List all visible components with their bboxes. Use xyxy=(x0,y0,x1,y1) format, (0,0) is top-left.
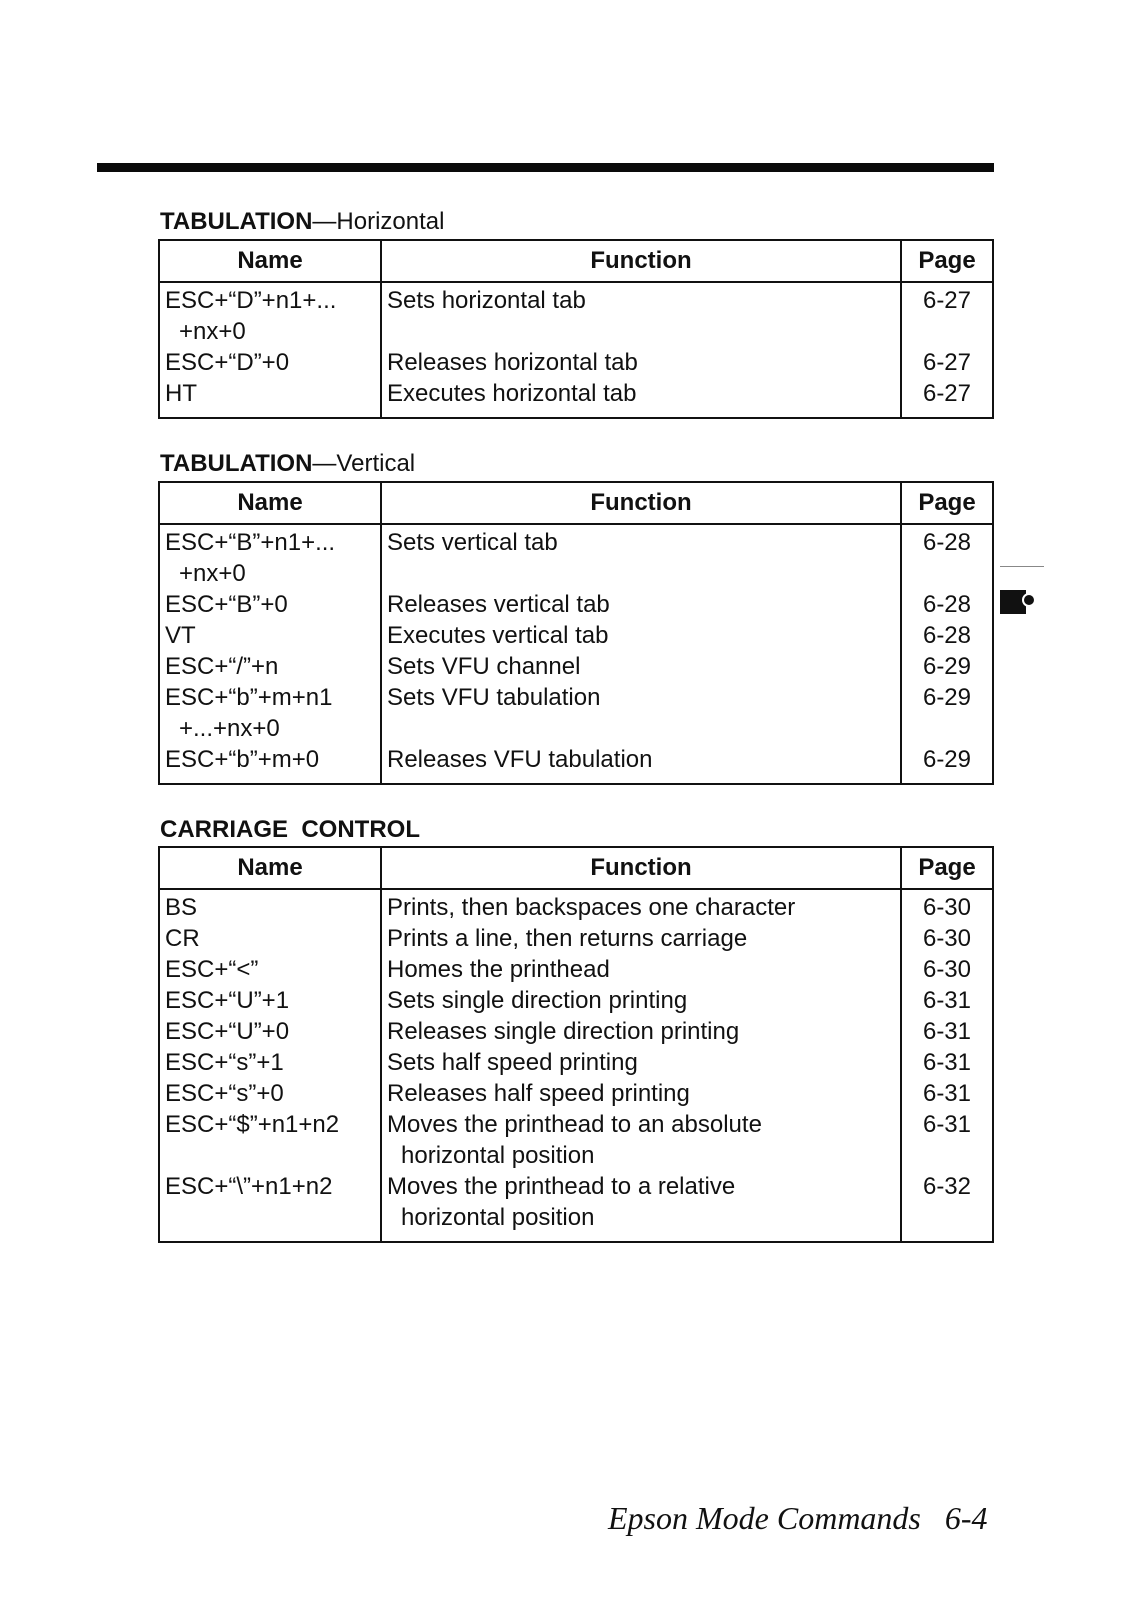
cell-page-text: 6-32 xyxy=(922,1173,972,1200)
cell-name-text: ESC+“<” xyxy=(165,956,259,983)
header-function: Function xyxy=(381,847,901,889)
cell-function-text: Sets half speed printing xyxy=(387,1049,638,1076)
cell-page xyxy=(901,923,993,954)
cell-function-continuation: horizontal position xyxy=(401,1142,595,1169)
cell-name xyxy=(159,589,381,620)
cell-name-text: CR xyxy=(165,925,200,952)
cell-function-text: Releases single direction printing xyxy=(387,1018,740,1045)
table-row xyxy=(159,347,993,378)
cell-page-text: 6-31 xyxy=(922,1049,972,1076)
cell-function-text: Sets vertical tab xyxy=(387,529,558,556)
header-function: Function xyxy=(381,482,901,524)
table-row xyxy=(159,744,993,784)
table-row xyxy=(159,620,993,651)
cell-name xyxy=(159,923,381,954)
table-row xyxy=(159,1078,993,1109)
cell-function xyxy=(381,1047,901,1078)
cell-function-text: Releases half speed printing xyxy=(387,1080,690,1107)
table-row xyxy=(159,1109,993,1171)
cell-page-text: 6-27 xyxy=(922,287,972,314)
cell-name xyxy=(159,1047,381,1078)
cell-function-text: Prints a line, then returns carriage xyxy=(387,925,748,952)
cell-page-text: 6-28 xyxy=(922,529,972,556)
section-title-carriage-control xyxy=(160,816,420,844)
cell-function xyxy=(381,954,901,985)
cell-name-text: BS xyxy=(165,894,198,921)
header-name: Name xyxy=(159,240,381,282)
cell-page xyxy=(901,682,993,744)
cell-function xyxy=(381,1171,901,1242)
cell-name-continuation: +nx+0 xyxy=(179,318,246,345)
cell-name xyxy=(159,651,381,682)
cell-name xyxy=(159,1109,381,1171)
cell-name-text: ESC+“/”+n xyxy=(165,653,279,680)
cell-page-text: 6-31 xyxy=(922,1080,972,1107)
cell-page xyxy=(901,347,993,378)
header-page: Page xyxy=(901,482,993,524)
cell-function xyxy=(381,651,901,682)
cell-name-text: ESC+“B”+n1+... xyxy=(165,529,336,556)
page-footer xyxy=(608,1500,988,1537)
table-row xyxy=(159,682,993,744)
table-row xyxy=(159,985,993,1016)
cell-page xyxy=(901,1078,993,1109)
cell-page xyxy=(901,954,993,985)
cell-name-text: ESC+“b”+m+n1 xyxy=(165,684,333,711)
cell-function-text: Releases VFU tabulation xyxy=(387,746,653,773)
section-title-bold: CARRIAGE CONTROL xyxy=(160,816,420,843)
cell-page xyxy=(901,524,993,589)
cell-page xyxy=(901,1171,993,1242)
cell-function-text: Releases horizontal tab xyxy=(387,349,638,376)
cell-page xyxy=(901,744,993,784)
cell-name xyxy=(159,347,381,378)
cell-function xyxy=(381,1078,901,1109)
cell-name-text: ESC+“D”+0 xyxy=(165,349,290,376)
cell-name-text: ESC+“B”+0 xyxy=(165,591,288,618)
cell-page-text: 6-31 xyxy=(922,1111,972,1138)
cell-function xyxy=(381,923,901,954)
section-title-suffix: —Horizontal xyxy=(312,208,445,235)
cell-name-text: ESC+“b”+m+0 xyxy=(165,746,320,773)
cell-function-text: Sets single direction printing xyxy=(387,987,688,1014)
footer-page-number: 6-4 xyxy=(944,1500,988,1536)
cell-name xyxy=(159,1171,381,1242)
cell-name-text: ESC+“$”+n1+n2 xyxy=(165,1111,340,1138)
cell-name xyxy=(159,985,381,1016)
section-title-suffix: —Vertical xyxy=(312,450,416,477)
cell-page xyxy=(901,620,993,651)
cell-name xyxy=(159,524,381,589)
table-row xyxy=(159,889,993,923)
cell-name xyxy=(159,620,381,651)
cell-page-text: 6-30 xyxy=(922,956,972,983)
cell-name-text: ESC+“s”+0 xyxy=(165,1080,284,1107)
cell-page-text: 6-30 xyxy=(922,925,972,952)
table-tabulation-vertical xyxy=(158,481,994,785)
top-rule xyxy=(97,163,994,172)
cell-page-text: 6-29 xyxy=(922,746,972,773)
cell-page-text: 6-30 xyxy=(922,894,972,921)
section-title-bold: TABULATION xyxy=(160,450,313,477)
cell-page-text: 6-31 xyxy=(922,987,972,1014)
table-row xyxy=(159,589,993,620)
cell-function xyxy=(381,524,901,589)
cell-name xyxy=(159,378,381,418)
cell-page xyxy=(901,985,993,1016)
cell-page-text: 6-31 xyxy=(922,1018,972,1045)
cell-function xyxy=(381,985,901,1016)
cell-name-text: ESC+“U”+1 xyxy=(165,987,290,1014)
cell-page-text: 6-28 xyxy=(922,591,972,618)
header-name: Name xyxy=(159,482,381,524)
cell-function-text: Homes the printhead xyxy=(387,956,610,983)
cell-page xyxy=(901,282,993,347)
table-row xyxy=(159,1171,993,1242)
cell-function xyxy=(381,620,901,651)
table-row xyxy=(159,954,993,985)
table-row xyxy=(159,378,993,418)
table-row xyxy=(159,651,993,682)
cell-name-text: ESC+“s”+1 xyxy=(165,1049,284,1076)
cell-name xyxy=(159,282,381,347)
cell-function xyxy=(381,347,901,378)
cell-page xyxy=(901,1016,993,1047)
cell-function xyxy=(381,682,901,744)
cell-function xyxy=(381,889,901,923)
cell-page xyxy=(901,1047,993,1078)
cell-page-text: 6-27 xyxy=(922,380,972,407)
cell-page-text: 6-28 xyxy=(922,622,972,649)
header-page: Page xyxy=(901,847,993,889)
cell-function-text: Prints, then backspaces one character xyxy=(387,894,796,921)
cell-name xyxy=(159,954,381,985)
cell-function xyxy=(381,282,901,347)
section-title-bold: TABULATION xyxy=(160,208,313,235)
section-title-tab-horizontal xyxy=(160,208,444,236)
cell-function-text: Executes horizontal tab xyxy=(387,380,637,407)
cell-name xyxy=(159,744,381,784)
table-carriage-control xyxy=(158,846,994,1243)
cell-function xyxy=(381,1016,901,1047)
cell-page xyxy=(901,651,993,682)
cell-page xyxy=(901,589,993,620)
footer-title: Epson Mode Commands xyxy=(608,1500,921,1536)
table-row xyxy=(159,1047,993,1078)
table-tabulation-horizontal xyxy=(158,239,994,419)
cell-name-text: VT xyxy=(165,622,196,649)
header-function: Function xyxy=(381,240,901,282)
table-row xyxy=(159,923,993,954)
cell-function-text: Moves the printhead to a relative xyxy=(387,1173,736,1200)
cell-name xyxy=(159,682,381,744)
cell-function-text: Sets VFU channel xyxy=(387,653,581,680)
cell-page xyxy=(901,378,993,418)
cell-function-text: Executes vertical tab xyxy=(387,622,609,649)
cell-name-text: ESC+“U”+0 xyxy=(165,1018,290,1045)
cell-function-text: Sets VFU tabulation xyxy=(387,684,601,711)
cell-function xyxy=(381,744,901,784)
cell-page-text: 6-27 xyxy=(922,349,972,376)
cell-name-text: HT xyxy=(165,380,197,407)
cell-page xyxy=(901,889,993,923)
chapter-tab-rule xyxy=(1000,566,1044,567)
table-row xyxy=(159,524,993,589)
header-page: Page xyxy=(901,240,993,282)
cell-function xyxy=(381,1109,901,1171)
cell-function xyxy=(381,378,901,418)
section-title-tab-vertical xyxy=(160,450,415,478)
cell-function-text: Moves the printhead to an absolute xyxy=(387,1111,762,1138)
cell-function-text: Releases vertical tab xyxy=(387,591,610,618)
cell-name-text: ESC+“\”+n1+n2 xyxy=(165,1173,333,1200)
cell-page-text: 6-29 xyxy=(922,653,972,680)
header-name: Name xyxy=(159,847,381,889)
cell-name xyxy=(159,1078,381,1109)
cell-function xyxy=(381,589,901,620)
cell-name-continuation: +...+nx+0 xyxy=(179,715,280,742)
cell-page-text: 6-29 xyxy=(922,684,972,711)
cell-name xyxy=(159,1016,381,1047)
table-row xyxy=(159,1016,993,1047)
cell-name xyxy=(159,889,381,923)
table-row xyxy=(159,282,993,347)
cell-function-text: Sets horizontal tab xyxy=(387,287,586,314)
chapter-tab-dot xyxy=(1022,593,1036,607)
cell-name-continuation: +nx+0 xyxy=(179,560,246,587)
cell-name-text: ESC+“D”+n1+... xyxy=(165,287,337,314)
cell-page xyxy=(901,1109,993,1171)
cell-function-continuation: horizontal position xyxy=(401,1204,595,1231)
